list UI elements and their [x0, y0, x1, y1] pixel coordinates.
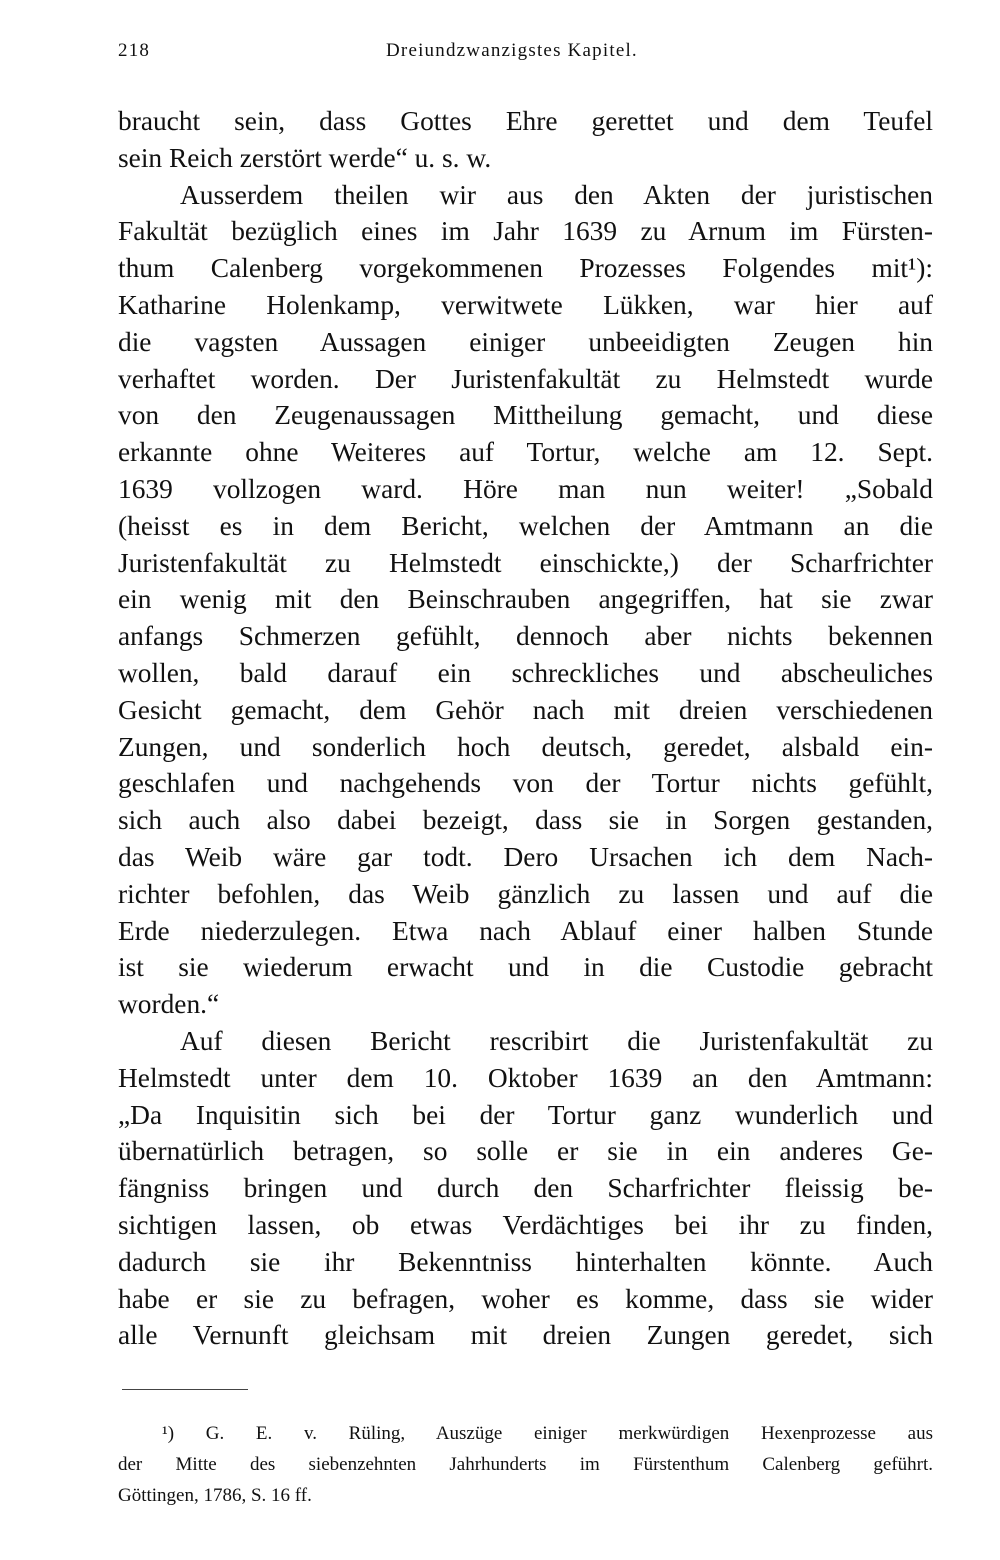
- text-line: habe er sie zu befragen, woher es komme, dass sie wider: [118, 1283, 933, 1314]
- page-number: 218: [118, 40, 151, 61]
- text-line: Erde niederzulegen. Etwa nach Ablauf einer halben Stunde: [118, 915, 933, 946]
- text-line: Fakultät bezüglich eines im Jahr 1639 zu Arnum im Fürsten-: [118, 216, 933, 247]
- body-text: [118, 103, 933, 1354]
- footnote-divider: [122, 1389, 248, 1390]
- text-line: dadurch sie ihr Bekenntniss hinterhalten könnte. Auch: [118, 1246, 933, 1277]
- text-line: Helmstedt unter dem 10. Oktober 1639 an den Amtmann:: [118, 1062, 933, 1093]
- text-line: geschlafen und nachgehends von der Tortur nichts gefühlt,: [118, 768, 933, 799]
- text-line: 1639 vollzogen ward. Höre man nun weiter! „Sobald: [118, 473, 933, 504]
- text-line: worden.“: [118, 989, 220, 1020]
- text-line: richter befohlen, das Weib gänzlich zu lassen und auf die: [118, 878, 933, 909]
- text-line: übernatürlich betragen, so solle er sie in ein anderes Ge-: [118, 1136, 933, 1167]
- text-line: Ausserdem theilen wir aus den Akten der juristischen: [180, 179, 933, 210]
- text-line: Auf diesen Bericht rescribirt die Juristenfakultät zu: [180, 1025, 933, 1056]
- footnotes: [118, 1418, 933, 1511]
- text-line: ein wenig mit den Beinschrauben angegriffen, hat sie zwar: [118, 584, 933, 615]
- text-line: ist sie wiederum erwacht und in die Custodie gebracht: [118, 952, 933, 983]
- text-line: alle Vernunft gleichsam mit dreien Zungen geredet, sich: [118, 1320, 933, 1351]
- text-line: „Da Inquisitin sich bei der Tortur ganz wunderlich und: [118, 1099, 933, 1130]
- text-line: sich auch also dabei bezeigt, dass sie in Sorgen gestanden,: [118, 805, 933, 836]
- text-line: Juristenfakultät zu Helmstedt einschickte,) der Scharfrichter: [118, 547, 933, 578]
- running-head: [118, 40, 933, 72]
- text-line: sein Reich zerstört werde“ u. s. w.: [118, 142, 492, 173]
- text-line: Gesicht gemacht, dem Gehör nach mit dreien verschiedenen: [118, 694, 933, 725]
- footnote-line: Göttingen, 1786, S. 16 ff.: [118, 1485, 312, 1506]
- text-line: braucht sein, dass Gottes Ehre gerettet und dem Teufel: [118, 106, 933, 136]
- text-line: thum Calenberg vorgekommenen Prozesses Folgendes mit¹):: [118, 253, 933, 284]
- text-line: fängniss bringen und durch den Scharfrichter fleissig be-: [118, 1173, 933, 1204]
- footnote-line: der Mitte des siebenzehnten Jahrhunderts im Fürstenthum Calenberg geführt.: [118, 1454, 933, 1475]
- footnote-line: ¹) G. E. v. Rüling, Auszüge einiger merkwürdigen Hexenprozesse aus: [162, 1423, 933, 1444]
- text-line: wollen, bald darauf ein schreckliches und abscheuliches: [118, 657, 933, 688]
- chapter-title: Dreiundzwanzigstes Kapitel.: [386, 40, 638, 61]
- text-line: anfangs Schmerzen gefühlt, dennoch aber nichts bekennen: [118, 621, 933, 652]
- text-line: von den Zeugenaussagen Mittheilung gemacht, und diese: [118, 400, 933, 431]
- text-line: (heisst es in dem Bericht, welchen der Amtmann an die: [118, 510, 933, 541]
- text-line: die vagsten Aussagen einiger unbeeidigten Zeugen hin: [118, 326, 933, 357]
- text-line: sichtigen lassen, ob etwas Verdächtiges bei ihr zu finden,: [118, 1209, 933, 1240]
- text-line: Zungen, und sonderlich hoch deutsch, geredet, alsbald ein-: [118, 731, 933, 762]
- text-line: Katharine Holenkamp, verwitwete Lükken, war hier auf: [118, 289, 933, 320]
- text-line: verhaftet worden. Der Juristenfakultät zu Helmstedt wurde: [118, 363, 933, 394]
- text-line: das Weib wäre gar todt. Dero Ursachen ich dem Nach-: [118, 841, 933, 872]
- text-line: erkannte ohne Weiteres auf Tortur, welche am 12. Sept.: [118, 437, 933, 468]
